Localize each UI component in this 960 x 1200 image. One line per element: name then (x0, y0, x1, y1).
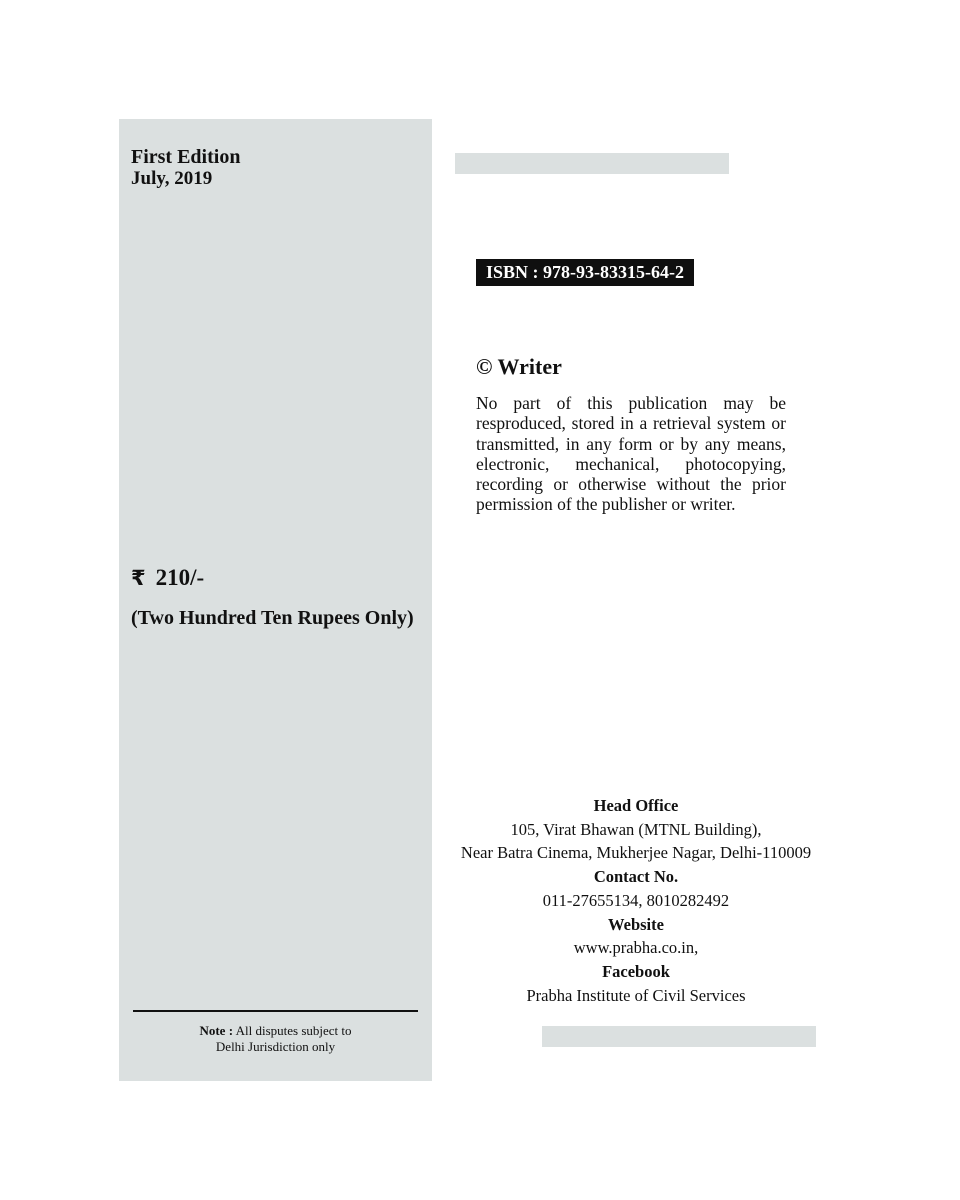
bottom-gray-bar (542, 1026, 816, 1047)
address-line1: 105, Virat Bhawan (MTNL Building), (510, 819, 762, 839)
isbn-label: ISBN : 978-93-83315-64-2 (476, 259, 694, 286)
copyright-title: © Writer (476, 354, 562, 379)
top-gray-bar (455, 153, 729, 174)
website-label: Website (608, 914, 664, 934)
left-info-panel (119, 119, 432, 1081)
note-line2: Delhi Jurisdiction only (215, 1039, 336, 1054)
facebook: Prabha Institute of Civil Services (526, 985, 746, 1005)
divider (133, 1010, 418, 1012)
head-office-label: Head Office (593, 796, 679, 815)
contact-label: Contact No. (593, 867, 679, 887)
website: www.prabha.co.in, (573, 938, 699, 958)
edition-title: First Edition (131, 146, 241, 168)
price (131, 565, 204, 591)
jurisdiction-note (133, 1023, 418, 1055)
note-label: Note : (199, 1023, 234, 1038)
edition-date: July, 2019 (131, 168, 213, 189)
note-line1: All disputes subject to (235, 1023, 352, 1038)
copyright-text: No part of this publication may be resproduced, stored in a retrieval system or transmitted, in any form or by any means, electronic, mechanical, photocopying, recording or otherwise without the prior permission of the publisher or writer. (476, 393, 786, 515)
price-in-words: (Two Hundred Ten Rupees Only) (131, 607, 414, 629)
address-line2: Near Batra Cinema, Mukherjee Nagar, Delhi-110009 (460, 843, 812, 863)
price-amount: 210/- (155, 565, 205, 590)
facebook-label: Facebook (602, 961, 670, 981)
contact-numbers: 011-27655134, 8010282492 (542, 890, 730, 910)
rupee-icon: ₹ (131, 566, 146, 590)
office-details (440, 794, 832, 1007)
